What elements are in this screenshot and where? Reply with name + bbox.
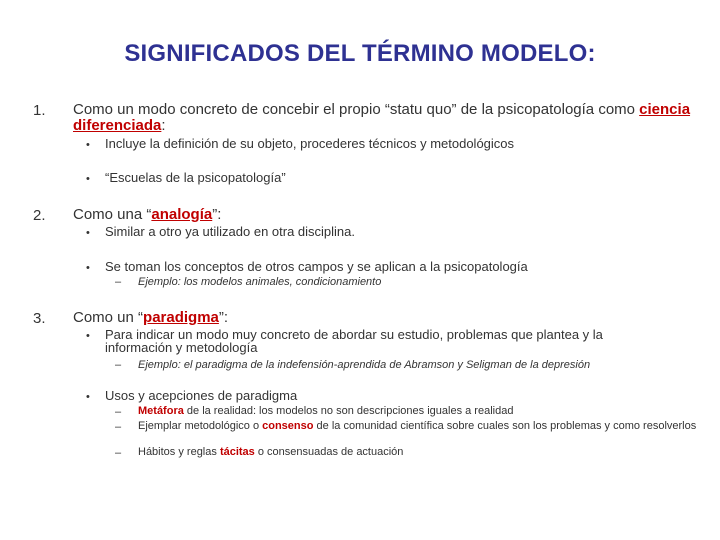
dash-icon: – xyxy=(115,276,122,288)
example-text: Ejemplo: los modelos animales, condicionamiento xyxy=(138,276,382,288)
item-text: Como un “paradigma”: xyxy=(73,309,229,326)
bullet-text: Incluye la definición de su objeto, procederes técnicos y metodológicos xyxy=(105,136,515,151)
dash-icon: – xyxy=(115,447,122,459)
subitem-text: Hábitos y reglas tácitas o consensuadas de actuación xyxy=(138,446,404,458)
highlight-term: tácitas xyxy=(219,446,255,458)
bullet-icon: • xyxy=(86,227,90,239)
bullet-icon: • xyxy=(86,262,90,274)
bullet-text: “Escuelas de la psicopatología” xyxy=(105,170,286,185)
dash-icon: – xyxy=(115,359,122,371)
bullet-icon: • xyxy=(86,391,90,403)
bullet-icon: • xyxy=(86,139,90,151)
item-text: Como un modo concreto de concebir el propio “statu quo” de la psicopatología como ciencia diferenciada: xyxy=(73,101,691,134)
highlight-term: Metáfora xyxy=(138,405,184,417)
item-text: Como una “analogía”: xyxy=(73,206,222,223)
subitem-text: Ejemplar metodológico o consenso de la comunidad científica sobre cuales son los problemas y como resolverlos xyxy=(138,420,697,432)
example-text: Ejemplo: el paradigma de la indefensión-aprendida de Abramson y Seligman de la depresión xyxy=(138,359,591,371)
dash-icon: – xyxy=(115,406,122,418)
highlight-term: ciencia diferenciada xyxy=(73,101,691,134)
bullet-icon: • xyxy=(86,330,90,342)
bullet-text: Usos y acepciones de paradigma xyxy=(105,388,298,403)
dash-icon: – xyxy=(115,421,122,433)
item-number: 3. xyxy=(33,310,46,327)
subitem-text: Metáfora de la realidad: los modelos no son descripciones iguales a realidad xyxy=(138,405,514,417)
bullet-icon: • xyxy=(86,173,90,185)
item-number: 1. xyxy=(33,102,46,119)
bullet-text: Se toman los conceptos de otros campos y se aplican a la psicopatología xyxy=(105,259,528,274)
highlight-term: paradigma xyxy=(143,309,219,326)
highlight-term: analogía xyxy=(151,206,213,223)
bullet-text: Similar a otro ya utilizado en otra disciplina. xyxy=(105,224,356,239)
item-number: 2. xyxy=(33,207,46,224)
page-title: SIGNIFICADOS DEL TÉRMINO MODELO: xyxy=(124,40,596,67)
highlight-term: consenso xyxy=(262,420,314,432)
bullet-text: Para indicar un modo muy concreto de abordar su estudio, problemas que plantea y la información y metodología xyxy=(105,327,603,355)
